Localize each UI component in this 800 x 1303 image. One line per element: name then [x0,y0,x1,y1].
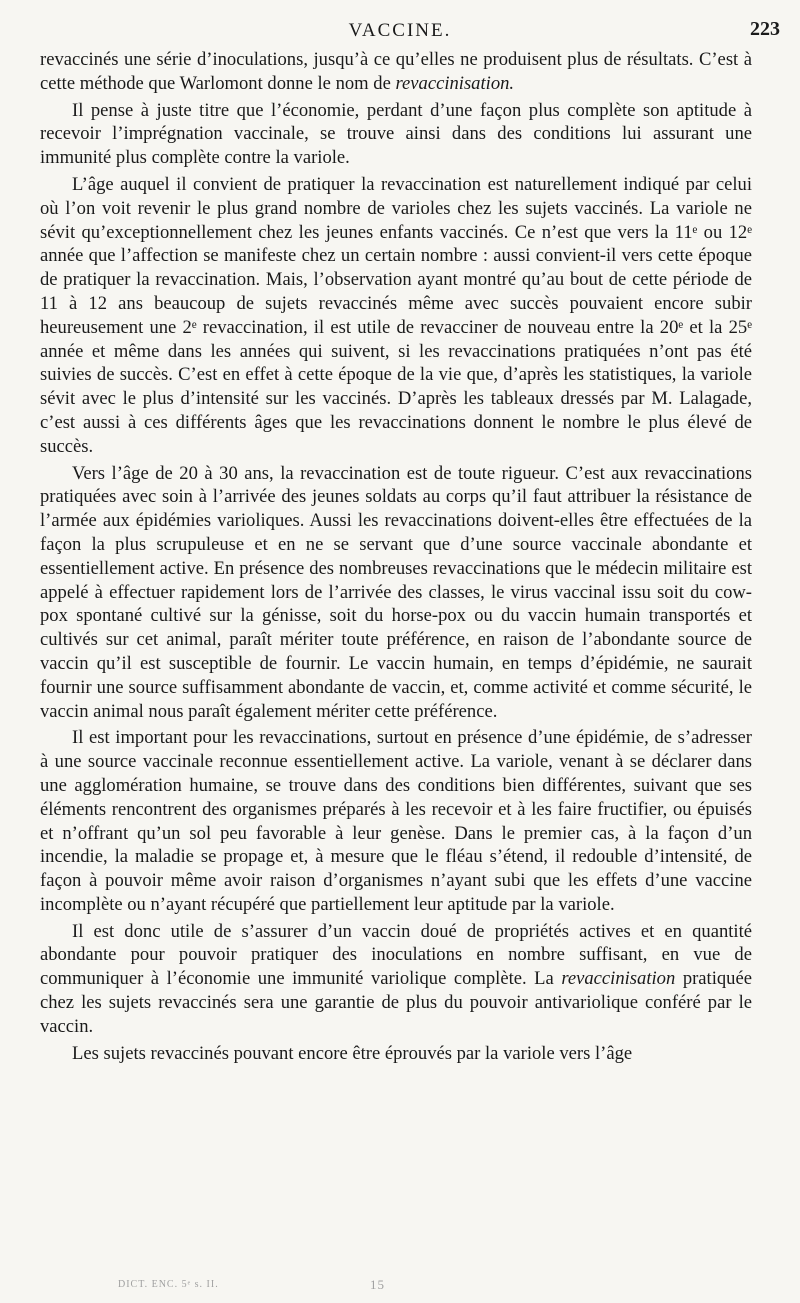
body-text [40,48,752,1065]
paragraph [40,920,752,1039]
paragraph [40,726,752,916]
page-footer [0,1275,800,1295]
italic-text: revaccinisation. [395,72,515,94]
italic-text: revaccinisation [561,968,676,990]
sheet-number: 15 [370,1277,385,1292]
text-run: L’âge auquel il convient de pratiquer la revaccination est naturellement indiqué par celui où l’on voit revenir le plus grand nombre de varioles chez les sujets vaccinés. La variole ne sévit qu’exceptionnellement chez les jeunes enfants vaccinés. Ce n’est que vers la 11ᵉ ou 12ᵉ année que l’affection se manifeste chez un certain nombre : aussi convient-il vers cette époque de pratiquer la revaccination. Mais, l’observation ayant montré qu’au bout de cette période de 11 à 12 ans beaucoup de sujets revaccinés même avec succès pouvaient encore subir heureusement une 2ᵉ revaccination, il est utile de revacciner de nouveau entre la 20ᵉ et la 25ᵉ année et même dans les années qui suivent, si les revaccinations pratiquées n’ont pas été suivies de succès. C’est en effet à cette époque de la vie que, d’après les statistiques, la variole sévit avec le plus d’intensité sur les vaccinés. D’après les tableaux dressés par M. Lalagade, c’est aussi à ces différents âges que les revaccinations donnent le nombre le plus élevé de succès. [40,173,752,457]
running-title: VACCINE. [348,20,452,41]
paragraph [40,99,752,170]
page-header [0,18,800,42]
text-run: Vers l’âge de 20 à 30 ans, la revaccination est de toute rigueur. C’est aux revaccinations pratiquées avec soin à l’arrivée des jeunes soldats au corps qu’il faut attribuer la résistance de l’armée aux épidémies varioliques. Aussi les revaccinations doivent-elles être effectuées de la façon la plus scrupuleuse et en ne se servant que d’une source vaccinale abondante et essentiellement active. En présence des nombreuses revaccinations que le médecin militaire est appelé à effectuer rapidement lors de l’arrivée des classes, le virus vaccinal issu soit du cow-pox spontané cultivé sur la génisse, soit du horse-pox ou du vaccin humain transportés et cultivés sur cet animal, paraît mériter toute préférence, en raison de l’abondante source de vaccin qu’il est susceptible de fournir. Le vaccin humain, en temps d’épidémie, ne saurait fournir une source suffisamment abondante de vaccin, et, comme activité et comme sécurité, le vaccin animal nous paraît également mériter cette préférence. [40,462,752,722]
page-number: 223 [750,18,780,40]
text-run: Il est important pour les revaccinations, surtout en présence d’une épidémie, de s’adresser à une source vaccinale reconnue essentiellement active. La variole, venant à se déclarer dans une agglomération humaine, se trouve dans des conditions bien différentes, suivant que ses éléments rencontrent des organismes préparés à les recevoir et à les faire fructifier, ou épuisés et n’offrant qu’un sol peu favorable à leur genèse. Dans le premier cas, à la façon d’un incendie, la maladie se propage et, à mesure que le fléau s’étend, il redouble d’intensité, de façon à pouvoir même avoir raison d’organismes n’ayant subi que les effets d’une vaccine incomplète ou n’ayant récupéré que partiellement leur aptitude par la variole. [40,727,752,915]
paragraph [40,173,752,459]
text-run: Les sujets revaccinés pouvant encore être éprouvés par la variole vers l’âge [72,1042,633,1064]
printer-signature: DICT. ENC. 5ᵉ s. II. [118,1279,219,1290]
paragraph [40,462,752,724]
paragraph [40,48,752,96]
paragraph [40,1042,752,1066]
text-run: revaccinés une série d’inoculations, jusqu’à ce qu’elles ne produisent plus de résultats. C’est à cette méthode que Warlomont donne le nom de [40,49,752,94]
text-run: pratiquée chez les sujets revaccinés sera une garantie de plus du pouvoir antivariolique conféré par le vaccin. [40,968,752,1037]
text-run: Il est donc utile de s’assurer d’un vaccin doué de propriétés actives et en quantité abondante pour pouvoir pratiquer des inoculations en nombre suffisant, en vue de communiquer à l’économie une immunité variolique complète. La [40,920,752,990]
text-run: Il pense à juste titre que l’économie, perdant d’une façon plus complète son aptitude à recevoir l’imprégnation vaccinale, se trouve ainsi dans des conditions lui assurant une immunité plus complète contre la variole. [40,99,752,169]
